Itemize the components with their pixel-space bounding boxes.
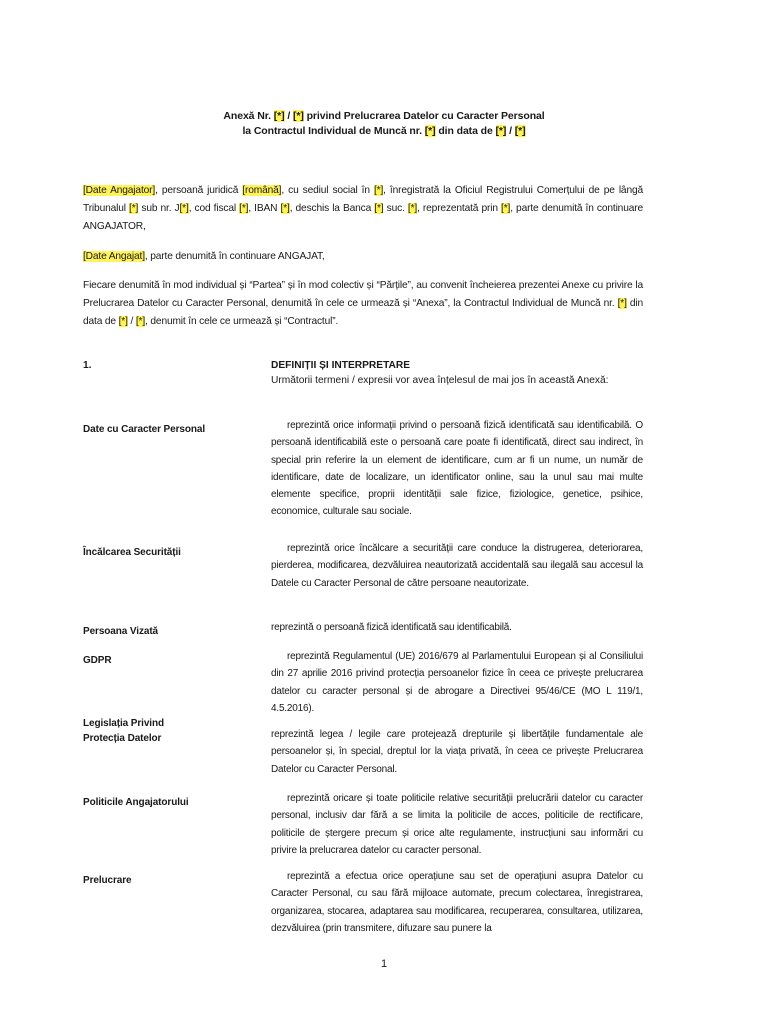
title-text: la Contractul Individual de Muncă nr. <box>242 125 425 137</box>
text: , înregistrată la Oficiul Registrului Comerțului de pe lângă Tribunalul <box>83 185 643 214</box>
definition-term: Date cu Caracter Personal <box>83 424 206 435</box>
text: sub nr. J <box>138 203 180 214</box>
title-text: Anexă Nr. <box>223 110 274 122</box>
placeholder: [*] <box>514 125 526 137</box>
section-number: 1. <box>83 360 92 371</box>
definition-term-multiline <box>83 716 263 746</box>
page-number: 1 <box>380 958 388 970</box>
employer-placeholder: [Date Angajator] <box>83 185 156 196</box>
placeholder: [*] <box>280 203 290 214</box>
definition-term: Persoana Vizată <box>83 626 159 637</box>
text: , cu sediul social în <box>281 185 374 196</box>
text: , denumit în cele ce urmează și “Contractul”. <box>145 316 339 327</box>
term-line: Legislația Privind <box>83 718 165 729</box>
text: , parte denumită în continuare ANGAJATOR, <box>83 203 643 232</box>
employer-paragraph <box>83 182 643 236</box>
text: din data de <box>83 298 643 327</box>
text: , persoană juridică <box>155 185 243 196</box>
placeholder: [*] <box>179 203 189 214</box>
nationality-placeholder: [română] <box>242 185 282 196</box>
placeholder: [*] <box>501 203 511 214</box>
placeholder: [*] <box>374 203 384 214</box>
employee-placeholder: [Date Angajat] <box>83 251 145 262</box>
definition-term: Politicile Angajatorului <box>83 797 189 808</box>
title-text: din data de <box>435 125 496 137</box>
title-line-1 <box>0 109 768 124</box>
parties-paragraph <box>83 277 643 331</box>
term-line: Protecția Datelor <box>83 733 162 744</box>
section-title: DEFINIȚII ȘI INTERPRETARE <box>271 360 411 371</box>
placeholder: [*] <box>424 125 436 137</box>
section-heading <box>271 358 608 388</box>
text: , parte denumită în continuare ANGAJAT, <box>144 251 325 262</box>
definition-term: Încălcarea Securității <box>83 547 181 558</box>
document-title <box>0 109 768 139</box>
definition-text: reprezintă Regulamentul (UE) 2016/679 al Parlamentului European și al Consiliului din 27 aprilie 2016 privind protecția persoanelor fizice în ceea ce privește prelucrarea datelor cu caracter personal și de abrogare a Directivei 95/46/CE (MO L 119/1, 4.5.2016). <box>271 651 643 714</box>
text: , cod fiscal <box>188 203 240 214</box>
section-intro: Următorii termeni / expresii vor avea înțelesul de mai jos în această Anexă: <box>271 375 609 386</box>
definition-text: reprezintă a efectua orice operațiune sau set de operațiuni asupra Datelor cu Caracter Personal, cu sau fără mijloace automate, precum colectarea, înregistrarea, organizarea, stocarea, adaptarea sau modificarea, recuperarea, consultarea, utilizarea, dezvăluirea (prin transmitere, difuzare sau punere la <box>271 871 643 934</box>
placeholder: [*] <box>495 125 507 137</box>
definition-text: reprezintă legea / legile care protejează drepturile și libertățile fundamentale ale persoanelor și, în special, dreptul lor la viața privată, în ceea ce privește Prelucrarea Datelor cu Caracter Personal. <box>271 729 643 775</box>
employee-paragraph <box>83 248 643 266</box>
definition-term: GDPR <box>83 655 112 666</box>
text: , deschis la Banca <box>289 203 375 214</box>
text: / <box>127 316 136 327</box>
definition-text: reprezintă oricare și toate politicile relative securității prelucrării datelor cu caracter personal, inclusiv dar fără a se limita la politicile de acces, politicile de rectificare, politicile de ștergere precum și orice alte regulamente, instrucțiuni sau informări cu privire la prelucrarea datelor cu caracter personal. <box>271 793 643 856</box>
placeholder: [*] <box>373 185 384 196</box>
text: Fiecare denumită în mod individual și “Partea” și în mod colectiv și “Părțile”, au convenit încheierea prezentei Anexe cu privire la Prelucrarea Datelor cu Caracter Personal, denumită în cele ce urmează și “Anexa”, la Contractul Individual de Muncă nr. <box>83 280 643 309</box>
title-line-2 <box>0 124 768 139</box>
text: suc. <box>383 203 408 214</box>
placeholder: [*] <box>617 298 627 309</box>
placeholder: [*] <box>118 316 128 327</box>
placeholder: [*] <box>239 203 249 214</box>
placeholder: [*] <box>273 110 285 122</box>
definition-text: reprezintă orice încălcare a securității care conduce la distrugerea, deteriorarea, pierderea, modificarea, dezvăluirea neautorizată accidentală sau ilegală sau accesul la Datele cu Caracter Personal de către persoane neautorizate. <box>271 543 643 589</box>
placeholder: [*] <box>407 203 418 214</box>
text: , IBAN <box>248 203 281 214</box>
definition-text: reprezintă o persoană fizică identificată sau identificabilă. <box>271 622 512 633</box>
definition-text: reprezintă orice informații privind o persoană fizică identificată sau identificabilă. O persoană identificabilă este o persoană care poate fi identificată, direct sau indirect, în special prin referire la un element de identificare, cum ar fi un nume, un număr de identificare, date de localizare, un identificator online, sau la unul sau mai multe elemente specifice, proprii identității sale fizice, fiziologice, genetice, psihice, economice, culturale sau sociale. <box>271 420 643 518</box>
definition-term: Prelucrare <box>83 875 132 886</box>
title-text: / <box>506 125 515 137</box>
placeholder: [*] <box>293 110 304 122</box>
title-text: privind Prelucrarea Datelor cu Caracter Personal <box>303 110 545 122</box>
title-text: / <box>284 110 293 122</box>
placeholder: [*] <box>129 203 139 214</box>
text: , reprezentată prin <box>417 203 502 214</box>
placeholder: [*] <box>135 316 146 327</box>
